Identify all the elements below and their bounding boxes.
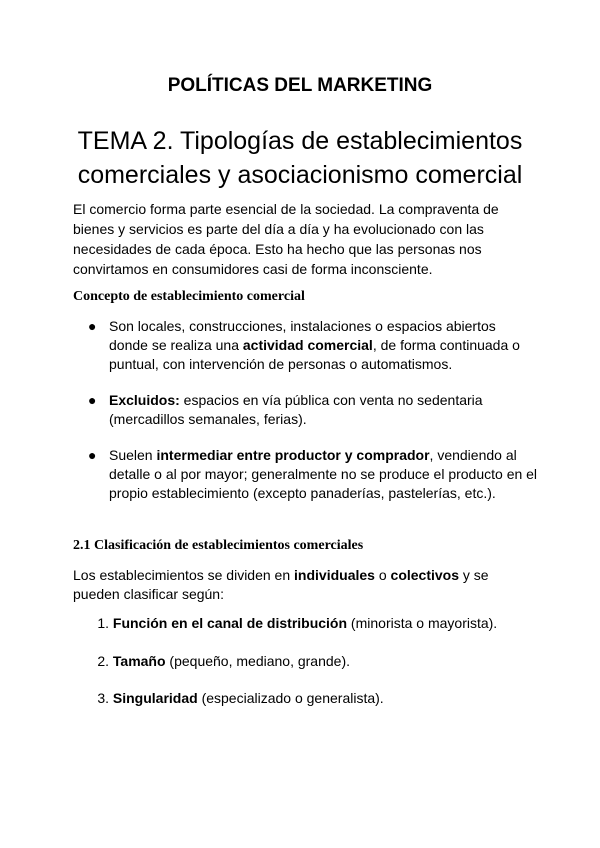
item-rest: (especializado o generalista). xyxy=(197,690,384,706)
bullet-text-post: , de forma continuada o puntual, con intervención de personas o automatismos. xyxy=(109,337,520,372)
item-number: 2. xyxy=(97,653,109,669)
bullet-text-bold: Excluidos: xyxy=(109,392,180,408)
bullet-dot-icon: ● xyxy=(88,318,97,334)
concept-bullet-list-3 xyxy=(73,446,538,503)
intro-text-mid: o xyxy=(374,567,391,583)
bullet-item xyxy=(73,391,538,429)
bullet-text-bold: intermediar entre productor y comprador xyxy=(156,447,430,463)
section-heading-clasificacion: 2.1 Clasificación de establecimientos comerciales xyxy=(73,538,364,553)
bullet-dot-icon: ● xyxy=(88,392,97,408)
bullet-dot-icon: ● xyxy=(88,447,97,463)
intro-text-post: y se pueden clasificar según: xyxy=(73,567,489,602)
classification-intro xyxy=(73,566,533,604)
bullet-text-pre: Suelen xyxy=(109,447,157,463)
item-number: 3. xyxy=(97,690,109,706)
main-heading xyxy=(60,124,540,192)
main-heading-line-2: comerciales y asociacionismo comercial xyxy=(77,161,523,189)
section-heading-concepto: Concepto de establecimiento comercial xyxy=(73,289,305,304)
bullet-text-bold: actividad comercial xyxy=(242,337,373,353)
numbered-item xyxy=(73,614,533,633)
intro-bold-colectivos: colectivos xyxy=(390,567,460,583)
bullet-text-post: , vendiendo al detalle o al por mayor; generalmente no se produce el producto en el propio establecimiento (excepto panaderías, pastelerías, etc.). xyxy=(109,447,538,501)
item-rest: (minorista o mayorista). xyxy=(347,615,498,631)
numbered-item xyxy=(73,689,533,708)
item-rest: (pequeño, mediano, grande). xyxy=(165,653,350,669)
document-title: POLÍTICAS DEL MARKETING xyxy=(167,75,433,96)
main-heading-line-1: TEMA 2. Tipologías de establecimientos xyxy=(77,127,523,155)
intro-paragraph: El comercio forma parte esencial de la sociedad. La compraventa de bienes y servicios es parte del día a día y ha evolucionado con las necesidades de cada época. Esto ha hecho que las personas nos convirtamos en consumidores casi de forma inconsciente. xyxy=(73,201,499,277)
concept-bullet-list-2 xyxy=(73,391,538,429)
item-bold: Singularidad xyxy=(112,690,198,706)
intro-bold-individuales: individuales xyxy=(294,567,375,583)
item-bold: Tamaño xyxy=(112,653,166,669)
bullet-text-pre: Son locales, construcciones, instalaciones o espacios abiertos donde se realiza una xyxy=(109,318,496,353)
bullet-item xyxy=(73,446,538,503)
intro-text-pre: Los establecimientos se dividen en xyxy=(73,567,295,583)
item-number: 1. xyxy=(97,615,109,631)
item-bold: Función en el canal de distribución xyxy=(112,615,348,631)
bullet-item xyxy=(73,317,538,374)
concept-bullet-list xyxy=(73,317,538,374)
bullet-text-post: espacios en vía pública con venta no sedentaria (mercadillos semanales, ferias). xyxy=(109,392,483,427)
numbered-item xyxy=(73,652,533,671)
